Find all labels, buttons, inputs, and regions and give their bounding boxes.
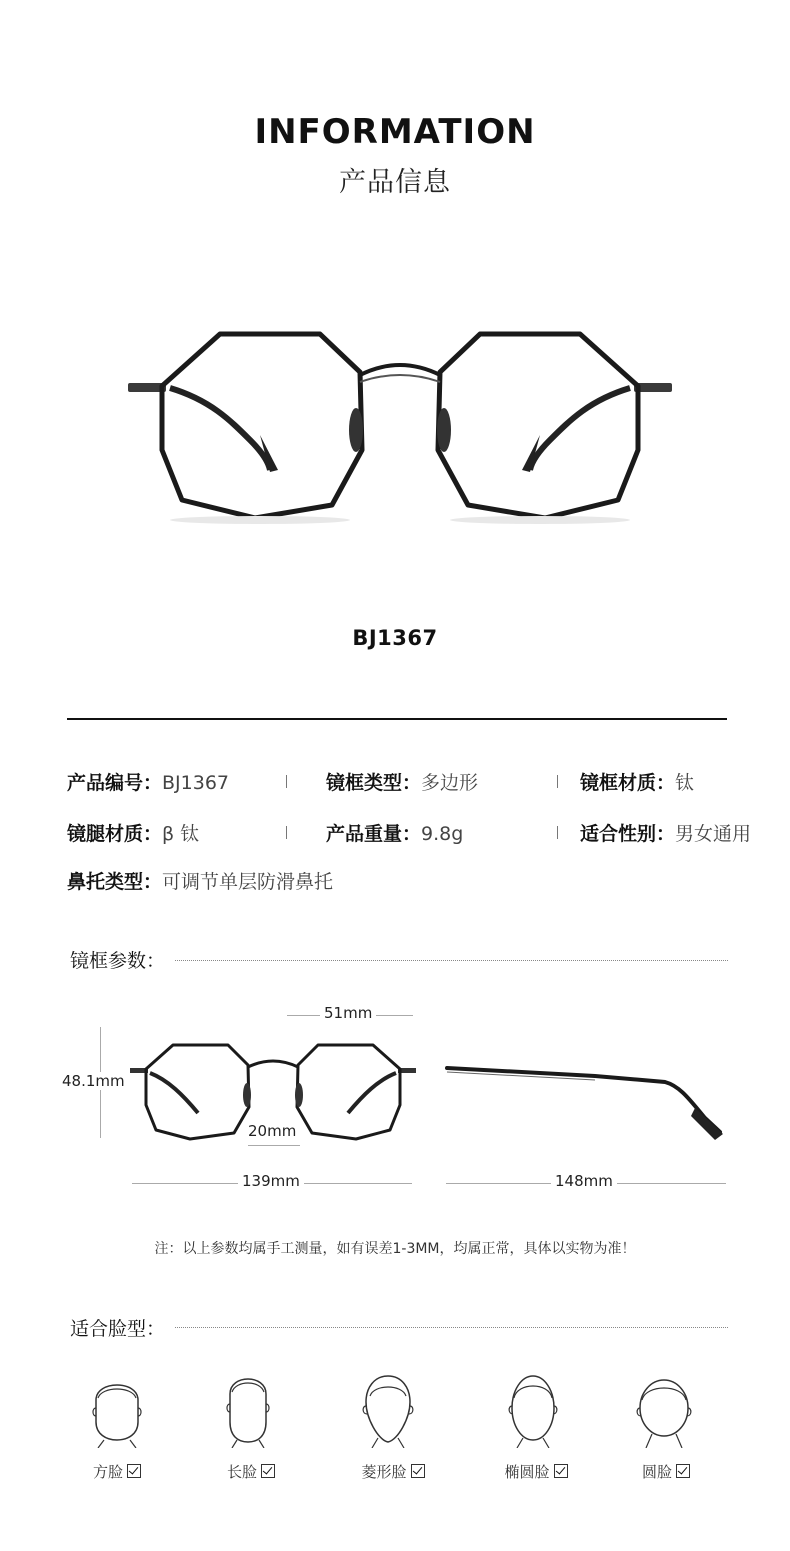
spec-value: BJ1367: [162, 772, 230, 794]
face-label-square: [52, 1461, 182, 1482]
spec-separator: [557, 826, 558, 839]
spec-key: 镜框材质：: [580, 772, 676, 794]
glasses-side-diagram: [445, 1060, 730, 1150]
face-label-text: 圆脸: [641, 1463, 672, 1481]
spec-key: 产品重量：: [326, 823, 422, 845]
face-label-text: 椭圆脸: [504, 1463, 550, 1481]
glasses-front-image: [120, 320, 680, 540]
face-label-long: [186, 1461, 316, 1482]
checkbox-checked-icon: [411, 1464, 425, 1478]
long-face-icon: [222, 1368, 274, 1448]
face-label-text: 菱形脸: [361, 1463, 407, 1481]
diamond-face-icon: [358, 1368, 418, 1448]
spec-separator: [286, 826, 287, 839]
spec-key: 镜腿材质：: [67, 823, 163, 845]
spec-weight: [326, 819, 463, 846]
spec-value: 男女通用: [675, 823, 752, 845]
lens-width-label: 51mm: [320, 1004, 376, 1022]
spec-key: 镜框类型：: [326, 772, 422, 794]
bridge-label: 20mm: [248, 1122, 297, 1140]
measurement-note: 注：以上参数均属手工测量，如有误差1-3MM，均属正常，具体以实物为准！: [154, 1241, 636, 1257]
checkbox-checked-icon: [676, 1464, 690, 1478]
spec-separator: [557, 775, 558, 788]
spec-gender: [580, 819, 751, 846]
face-label-text: 长脸: [226, 1463, 257, 1481]
divider-line: [67, 718, 727, 720]
spec-temple-material: [67, 819, 199, 846]
spec-value: 可调节单层防滑鼻托: [162, 871, 334, 893]
round-face-icon: [634, 1370, 694, 1448]
face-label-round: [601, 1461, 731, 1482]
frame-params-label: 镜框参数：: [70, 950, 166, 972]
square-face-icon: [88, 1370, 146, 1448]
oval-face-icon: [505, 1368, 561, 1448]
spec-key: 适合性别：: [580, 823, 676, 845]
checkbox-checked-icon: [127, 1464, 141, 1478]
model-number: BJ1367: [352, 626, 438, 650]
spec-key: 鼻托类型：: [67, 871, 163, 893]
checkbox-checked-icon: [261, 1464, 275, 1478]
dotted-leader: [175, 960, 728, 961]
spec-nose-pad: [67, 867, 333, 894]
spec-frame-material: [580, 768, 694, 795]
spec-value: β 钛: [162, 823, 200, 845]
spec-product-number: [67, 768, 229, 795]
spec-separator: [286, 775, 287, 788]
face-section-label: 适合脸型：: [70, 1318, 166, 1340]
lens-height-label: 48.1mm: [62, 1072, 125, 1090]
spec-frame-type: [326, 768, 478, 795]
spec-value: 钛: [675, 772, 695, 794]
title-english: INFORMATION: [254, 112, 536, 152]
checkbox-checked-icon: [554, 1464, 568, 1478]
dotted-leader: [175, 1327, 728, 1328]
spec-value: 9.8g: [421, 823, 464, 845]
bridge-line: [248, 1145, 300, 1146]
title-chinese: 产品信息: [339, 167, 451, 198]
spec-key: 产品编号：: [67, 772, 163, 794]
spec-value: 多边形: [421, 772, 479, 794]
temple-length-label: 148mm: [551, 1172, 617, 1190]
face-label-oval: [471, 1461, 601, 1482]
face-label-text: 方脸: [92, 1463, 123, 1481]
frame-width-label: 139mm: [238, 1172, 304, 1190]
face-label-diamond: [328, 1461, 458, 1482]
